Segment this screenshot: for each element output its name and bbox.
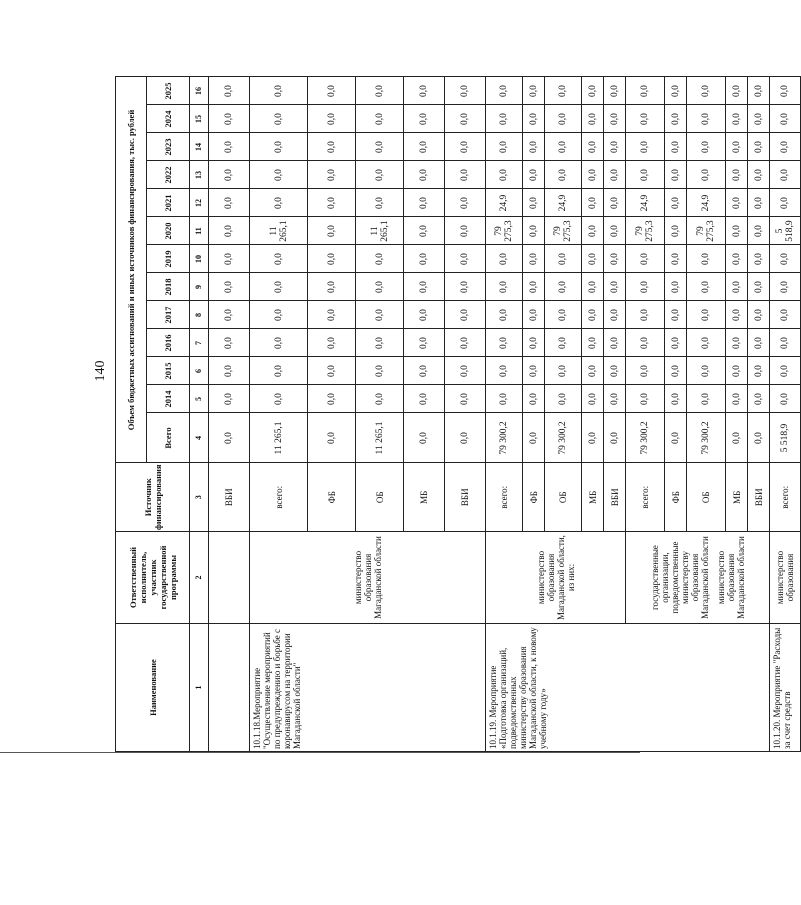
year-value-cell: 0,0 xyxy=(604,77,626,105)
year-value-cell: 0,0 xyxy=(445,273,486,301)
source-cell: всего: xyxy=(770,463,801,532)
column-number: 14 xyxy=(190,133,209,161)
year-value-cell: 0,0 xyxy=(356,245,404,273)
year-value-cell: 0,0 xyxy=(250,105,308,133)
source-cell: МБ xyxy=(404,463,445,532)
year-value-cell: 0,0 xyxy=(445,329,486,357)
year-value-cell: 0,0 xyxy=(486,161,523,189)
year-value-cell: 79 275,3 xyxy=(545,217,582,245)
total-cell: 79 300,2 xyxy=(626,413,665,463)
year-value-cell: 0,0 xyxy=(582,161,604,189)
executor-ministry: министерство образования Магаданской области xyxy=(715,536,746,619)
year-value-cell: 0,0 xyxy=(626,161,665,189)
year-value-cell: 0,0 xyxy=(523,161,545,189)
year-value-cell: 0,0 xyxy=(486,77,523,105)
source-cell: МБ xyxy=(582,463,604,532)
year-value-cell: 0,0 xyxy=(726,329,748,357)
total-cell: 0,0 xyxy=(665,413,687,463)
year-value-cell: 0,0 xyxy=(356,357,404,385)
year-value-cell: 0,0 xyxy=(748,357,770,385)
year-value-cell: 0,0 xyxy=(545,385,582,413)
year-value-cell: 0,0 xyxy=(356,189,404,217)
source-cell: ОБ xyxy=(545,463,582,532)
measure-executor: министерство образования Магаданской области, из них: xyxy=(486,532,626,624)
column-number: 11 xyxy=(190,217,209,245)
column-number: 1 xyxy=(190,624,209,752)
year-value-cell: 0,0 xyxy=(726,77,748,105)
year-value-cell: 24,9 xyxy=(626,189,665,217)
year-value-cell: 0,0 xyxy=(726,133,748,161)
year-value-cell: 0,0 xyxy=(308,105,356,133)
year-value-cell: 0,0 xyxy=(687,357,726,385)
column-number: 10 xyxy=(190,245,209,273)
year-value-cell: 0,0 xyxy=(545,273,582,301)
year-value-cell: 0,0 xyxy=(770,329,801,357)
year-value-cell: 0,0 xyxy=(250,133,308,161)
year-value-cell: 0,0 xyxy=(748,273,770,301)
total-cell: 0,0 xyxy=(308,413,356,463)
year-value-cell: 0,0 xyxy=(748,161,770,189)
year-value-cell: 0,0 xyxy=(445,161,486,189)
year-value-cell: 0,0 xyxy=(665,105,687,133)
measure-executor: министерство образования xyxy=(770,532,801,624)
year-value-cell: 0,0 xyxy=(687,105,726,133)
year-value-cell: 0,0 xyxy=(523,273,545,301)
year-value-cell: 0,0 xyxy=(209,105,250,133)
year-value-cell: 0,0 xyxy=(582,189,604,217)
year-value-cell: 0,0 xyxy=(726,245,748,273)
empty-executor-cell xyxy=(209,532,250,624)
year-value-cell: 0,0 xyxy=(582,105,604,133)
column-number: 16 xyxy=(190,77,209,105)
header-year: 2020 xyxy=(147,217,190,245)
header-year: 2022 xyxy=(147,161,190,189)
year-value-cell: 0,0 xyxy=(726,273,748,301)
year-value-cell: 0,0 xyxy=(404,161,445,189)
year-value-cell: 0,0 xyxy=(486,245,523,273)
year-value-cell: 0,0 xyxy=(770,161,801,189)
year-value-cell: 0,0 xyxy=(770,273,801,301)
year-value-cell: 0,0 xyxy=(308,301,356,329)
year-value-cell: 0,0 xyxy=(308,357,356,385)
year-value-cell: 0,0 xyxy=(523,245,545,273)
year-value-cell: 0,0 xyxy=(356,105,404,133)
header-row xyxy=(116,77,147,752)
year-value-cell: 0,0 xyxy=(209,357,250,385)
year-value-cell: 0,0 xyxy=(665,189,687,217)
header-year: 2014 xyxy=(147,385,190,413)
year-value-cell: 0,0 xyxy=(748,133,770,161)
table-row xyxy=(209,77,250,752)
year-value-cell: 24,9 xyxy=(687,189,726,217)
year-value-cell: 0,0 xyxy=(665,301,687,329)
source-cell: ФБ xyxy=(665,463,687,532)
header-year: 2019 xyxy=(147,245,190,273)
year-value-cell: 0,0 xyxy=(209,189,250,217)
year-value-cell: 0,0 xyxy=(445,385,486,413)
year-value-cell: 0,0 xyxy=(523,217,545,245)
year-value-cell: 0,0 xyxy=(604,161,626,189)
year-value-cell: 0,0 xyxy=(209,77,250,105)
year-value-cell: 0,0 xyxy=(308,273,356,301)
total-cell: 0,0 xyxy=(209,413,250,463)
year-value-cell: 0,0 xyxy=(626,357,665,385)
year-value-cell: 0,0 xyxy=(486,329,523,357)
total-cell: 5 518,9 xyxy=(770,413,801,463)
year-value-cell: 0,0 xyxy=(209,245,250,273)
measure-executor xyxy=(626,532,770,624)
year-value-cell: 79 275,3 xyxy=(687,217,726,245)
year-value-cell: 0,0 xyxy=(748,301,770,329)
total-cell: 11 265,1 xyxy=(250,413,308,463)
year-value-cell: 0,0 xyxy=(665,385,687,413)
year-value-cell: 79 275,3 xyxy=(486,217,523,245)
year-value-cell: 0,0 xyxy=(404,273,445,301)
year-value-cell: 0,0 xyxy=(523,133,545,161)
year-value-cell: 0,0 xyxy=(486,301,523,329)
rotated-page xyxy=(73,12,795,752)
column-number: 3 xyxy=(190,463,209,532)
divider-line xyxy=(0,752,640,753)
year-value-cell: 0,0 xyxy=(748,385,770,413)
year-value-cell: 0,0 xyxy=(545,133,582,161)
year-value-cell: 0,0 xyxy=(604,133,626,161)
year-value-cell: 0,0 xyxy=(726,385,748,413)
year-value-cell: 0,0 xyxy=(250,77,308,105)
year-value-cell: 0,0 xyxy=(582,329,604,357)
year-value-cell: 0,0 xyxy=(404,77,445,105)
year-value-cell: 0,0 xyxy=(308,133,356,161)
measure-name: 10.1.19. Мероприятие «Подготовка организаций, подведомственных министерству образования Магаданской области, к новому учебному году» xyxy=(486,624,770,752)
source-cell: ФБ xyxy=(523,463,545,532)
column-number: 4 xyxy=(190,413,209,463)
year-value-cell: 0,0 xyxy=(523,77,545,105)
source-cell: ВБИ xyxy=(748,463,770,532)
source-cell: ОБ xyxy=(356,463,404,532)
year-value-cell: 0,0 xyxy=(356,301,404,329)
year-value-cell: 0,0 xyxy=(770,133,801,161)
year-value-cell: 0,0 xyxy=(209,385,250,413)
year-value-cell: 0,0 xyxy=(209,217,250,245)
year-value-cell: 0,0 xyxy=(250,161,308,189)
total-cell: 0,0 xyxy=(404,413,445,463)
year-value-cell: 0,0 xyxy=(770,385,801,413)
table-row xyxy=(770,77,801,752)
column-number: 2 xyxy=(190,532,209,624)
year-value-cell: 0,0 xyxy=(665,329,687,357)
year-value-cell: 0,0 xyxy=(209,329,250,357)
year-value-cell: 0,0 xyxy=(604,189,626,217)
page-number: 140 xyxy=(93,360,108,382)
year-value-cell: 0,0 xyxy=(665,357,687,385)
total-cell: 0,0 xyxy=(726,413,748,463)
year-value-cell: 0,0 xyxy=(356,77,404,105)
header-year: 2018 xyxy=(147,273,190,301)
year-value-cell: 0,0 xyxy=(545,105,582,133)
header-funding-group: Объем бюджетных ассигнований и иных источников финансирования, тыс. рублей xyxy=(116,77,147,463)
year-value-cell: 0,0 xyxy=(582,217,604,245)
year-value-cell: 0,0 xyxy=(445,301,486,329)
year-value-cell: 0,0 xyxy=(209,301,250,329)
year-value-cell: 0,0 xyxy=(726,161,748,189)
year-value-cell: 24,9 xyxy=(545,189,582,217)
header-year: 2021 xyxy=(147,189,190,217)
table-row xyxy=(250,77,308,752)
year-value-cell: 0,0 xyxy=(523,357,545,385)
year-value-cell: 0,0 xyxy=(626,385,665,413)
year-value-cell: 0,0 xyxy=(404,329,445,357)
measure-name: 10.1.20. Мероприятие "Расходы за счет средств xyxy=(770,624,801,752)
year-value-cell: 0,0 xyxy=(665,161,687,189)
year-value-cell: 0,0 xyxy=(404,301,445,329)
source-cell: ФБ xyxy=(308,463,356,532)
year-value-cell: 0,0 xyxy=(308,77,356,105)
header-source: Источник финансирования xyxy=(116,463,190,532)
year-value-cell: 0,0 xyxy=(486,105,523,133)
header-executor: Ответственный исполнитель, участник государственной программы xyxy=(116,532,190,624)
year-value-cell: 0,0 xyxy=(308,329,356,357)
total-cell: 0,0 xyxy=(445,413,486,463)
year-value-cell: 0,0 xyxy=(770,301,801,329)
year-value-cell: 0,0 xyxy=(250,385,308,413)
year-value-cell: 0,0 xyxy=(582,301,604,329)
header-total: Всего xyxy=(147,413,190,463)
year-value-cell: 0,0 xyxy=(445,189,486,217)
year-value-cell: 0,0 xyxy=(250,301,308,329)
year-value-cell: 79 275,3 xyxy=(626,217,665,245)
year-value-cell: 0,0 xyxy=(250,245,308,273)
year-value-cell: 0,0 xyxy=(626,329,665,357)
year-value-cell: 0,0 xyxy=(770,105,801,133)
year-value-cell: 0,0 xyxy=(626,133,665,161)
year-value-cell: 0,0 xyxy=(748,329,770,357)
year-value-cell: 0,0 xyxy=(665,273,687,301)
year-value-cell: 0,0 xyxy=(404,217,445,245)
year-value-cell: 0,0 xyxy=(604,301,626,329)
year-value-cell: 0,0 xyxy=(582,133,604,161)
year-value-cell: 0,0 xyxy=(726,189,748,217)
year-value-cell: 0,0 xyxy=(308,161,356,189)
year-value-cell: 0,0 xyxy=(665,77,687,105)
total-cell: 11 265,1 xyxy=(356,413,404,463)
year-value-cell: 0,0 xyxy=(545,329,582,357)
column-numbers-row xyxy=(190,77,209,752)
year-value-cell: 0,0 xyxy=(770,357,801,385)
year-value-cell: 0,0 xyxy=(604,245,626,273)
year-value-cell: 0,0 xyxy=(626,77,665,105)
year-value-cell: 0,0 xyxy=(748,105,770,133)
year-value-cell: 24,9 xyxy=(486,189,523,217)
year-value-cell: 0,0 xyxy=(770,189,801,217)
year-value-cell: 0,0 xyxy=(445,105,486,133)
year-value-cell: 0,0 xyxy=(209,273,250,301)
year-value-cell: 0,0 xyxy=(356,385,404,413)
source-cell: МБ xyxy=(726,463,748,532)
year-value-cell: 0,0 xyxy=(687,385,726,413)
year-value-cell: 0,0 xyxy=(604,357,626,385)
header-year: 2017 xyxy=(147,301,190,329)
source-cell: всего: xyxy=(626,463,665,532)
year-value-cell: 0,0 xyxy=(445,217,486,245)
year-value-cell: 0,0 xyxy=(582,357,604,385)
year-value-cell: 0,0 xyxy=(445,245,486,273)
year-value-cell: 0,0 xyxy=(604,385,626,413)
year-value-cell: 0,0 xyxy=(445,77,486,105)
total-cell: 0,0 xyxy=(523,413,545,463)
header-year: 2015 xyxy=(147,357,190,385)
year-value-cell: 0,0 xyxy=(748,189,770,217)
source-cell: ВБИ xyxy=(209,463,250,532)
year-value-cell: 0,0 xyxy=(486,385,523,413)
year-value-cell: 11 265,1 xyxy=(250,217,308,245)
year-value-cell: 0,0 xyxy=(523,329,545,357)
year-value-cell: 5 518,9 xyxy=(770,217,801,245)
header-year: 2024 xyxy=(147,105,190,133)
table-row xyxy=(486,77,523,752)
source-cell: ВБИ xyxy=(445,463,486,532)
year-value-cell: 0,0 xyxy=(726,357,748,385)
total-cell: 0,0 xyxy=(604,413,626,463)
year-value-cell: 0,0 xyxy=(523,105,545,133)
total-cell: 79 300,2 xyxy=(545,413,582,463)
total-cell: 79 300,2 xyxy=(486,413,523,463)
year-value-cell: 0,0 xyxy=(748,245,770,273)
header-name: Наименование xyxy=(116,624,190,752)
year-value-cell: 0,0 xyxy=(486,133,523,161)
year-value-cell: 0,0 xyxy=(687,301,726,329)
budget-table xyxy=(115,77,801,753)
year-value-cell: 0,0 xyxy=(445,357,486,385)
column-number: 15 xyxy=(190,105,209,133)
column-number: 13 xyxy=(190,161,209,189)
year-value-cell: 0,0 xyxy=(404,105,445,133)
year-value-cell: 0,0 xyxy=(545,161,582,189)
year-value-cell: 0,0 xyxy=(726,301,748,329)
year-value-cell: 0,0 xyxy=(748,77,770,105)
year-value-cell: 0,0 xyxy=(604,217,626,245)
year-value-cell: 0,0 xyxy=(250,273,308,301)
year-value-cell: 0,0 xyxy=(523,385,545,413)
year-value-cell: 0,0 xyxy=(445,133,486,161)
year-value-cell: 0,0 xyxy=(626,105,665,133)
year-value-cell: 0,0 xyxy=(523,301,545,329)
year-value-cell: 0,0 xyxy=(404,245,445,273)
year-value-cell: 0,0 xyxy=(250,189,308,217)
year-value-cell: 0,0 xyxy=(687,133,726,161)
year-value-cell: 0,0 xyxy=(687,329,726,357)
year-value-cell: 0,0 xyxy=(604,105,626,133)
year-value-cell: 0,0 xyxy=(770,77,801,105)
header-year: 2016 xyxy=(147,329,190,357)
year-value-cell: 0,0 xyxy=(687,161,726,189)
column-number: 12 xyxy=(190,189,209,217)
year-value-cell: 0,0 xyxy=(626,273,665,301)
measure-executor: министерство образования Магаданской области xyxy=(250,532,486,624)
column-number: 8 xyxy=(190,301,209,329)
year-value-cell: 0,0 xyxy=(687,77,726,105)
year-value-cell: 0,0 xyxy=(209,133,250,161)
source-cell: ОБ xyxy=(687,463,726,532)
total-cell: 0,0 xyxy=(582,413,604,463)
year-value-cell: 0,0 xyxy=(250,329,308,357)
year-value-cell: 0,0 xyxy=(486,357,523,385)
year-value-cell: 0,0 xyxy=(308,385,356,413)
year-value-cell: 0,0 xyxy=(404,133,445,161)
year-value-cell: 0,0 xyxy=(356,273,404,301)
year-value-cell: 0,0 xyxy=(404,357,445,385)
column-number: 7 xyxy=(190,329,209,357)
total-cell: 0,0 xyxy=(748,413,770,463)
year-value-cell: 0,0 xyxy=(356,133,404,161)
year-value-cell: 0,0 xyxy=(404,189,445,217)
year-value-cell: 0,0 xyxy=(545,77,582,105)
year-value-cell: 0,0 xyxy=(582,385,604,413)
executor-subordinate-orgs: государственные организации, подведомственные министерству образования Магаданской области xyxy=(649,536,710,619)
year-value-cell: 0,0 xyxy=(250,357,308,385)
year-value-cell: 0,0 xyxy=(545,357,582,385)
year-value-cell: 0,0 xyxy=(748,217,770,245)
year-value-cell: 0,0 xyxy=(726,217,748,245)
year-value-cell: 0,0 xyxy=(356,161,404,189)
year-value-cell: 0,0 xyxy=(523,189,545,217)
year-value-cell: 0,0 xyxy=(604,329,626,357)
year-value-cell: 0,0 xyxy=(726,105,748,133)
year-value-cell: 0,0 xyxy=(209,161,250,189)
year-value-cell: 0,0 xyxy=(665,217,687,245)
header-year: 2023 xyxy=(147,133,190,161)
year-value-cell: 0,0 xyxy=(404,385,445,413)
year-value-cell: 0,0 xyxy=(308,217,356,245)
empty-name-cell xyxy=(209,624,250,752)
column-number: 6 xyxy=(190,357,209,385)
year-value-cell: 0,0 xyxy=(665,133,687,161)
source-cell: ВБИ xyxy=(604,463,626,532)
year-value-cell: 0,0 xyxy=(582,77,604,105)
year-value-cell: 0,0 xyxy=(626,245,665,273)
year-value-cell: 11 265,1 xyxy=(356,217,404,245)
year-value-cell: 0,0 xyxy=(687,273,726,301)
column-number: 5 xyxy=(190,385,209,413)
source-cell: всего: xyxy=(486,463,523,532)
column-number: 9 xyxy=(190,273,209,301)
year-value-cell: 0,0 xyxy=(545,245,582,273)
year-value-cell: 0,0 xyxy=(486,273,523,301)
year-value-cell: 0,0 xyxy=(770,245,801,273)
year-value-cell: 0,0 xyxy=(308,245,356,273)
year-value-cell: 0,0 xyxy=(665,245,687,273)
header-year: 2025 xyxy=(147,77,190,105)
source-cell: всего: xyxy=(250,463,308,532)
year-value-cell: 0,0 xyxy=(687,245,726,273)
year-value-cell: 0,0 xyxy=(582,245,604,273)
measure-name: 10.1.18.Мероприятие "Осуществление мероприятий по предупреждению и борьбе с коронавирусом на территории Магаданской области" xyxy=(250,624,486,752)
year-value-cell: 0,0 xyxy=(626,301,665,329)
year-value-cell: 0,0 xyxy=(604,273,626,301)
year-value-cell: 0,0 xyxy=(545,301,582,329)
year-value-cell: 0,0 xyxy=(356,329,404,357)
year-value-cell: 0,0 xyxy=(308,189,356,217)
year-value-cell: 0,0 xyxy=(582,273,604,301)
total-cell: 79 300,2 xyxy=(687,413,726,463)
